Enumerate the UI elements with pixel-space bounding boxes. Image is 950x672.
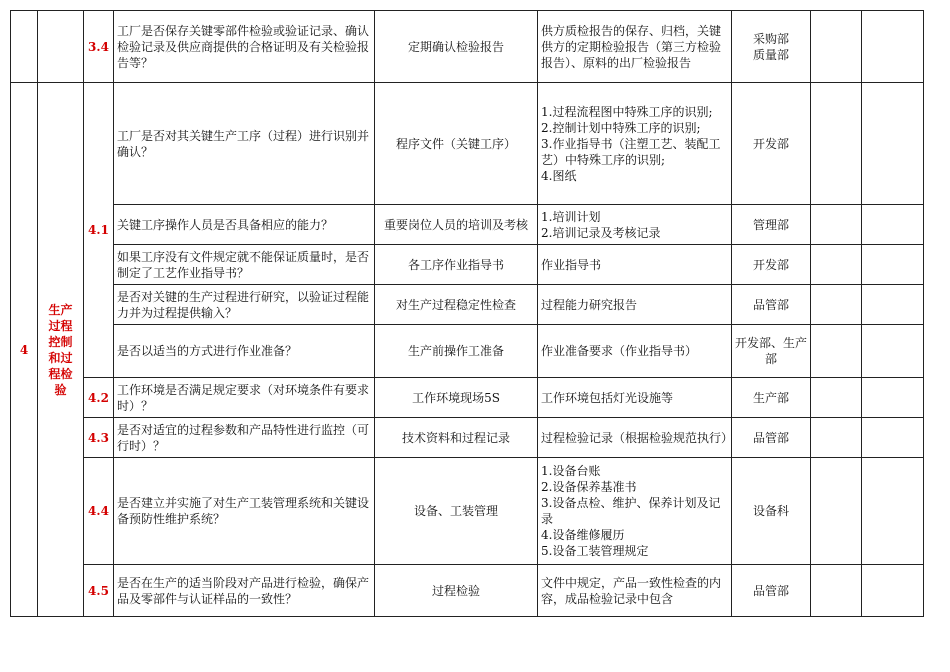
reference-document: 过程检验 [375, 565, 538, 617]
audit-question: 是否在生产的适当阶段对产品进行检验，确保产品及零部件与认证样品的一致性？ [114, 565, 375, 617]
blank-cell [862, 205, 924, 245]
audit-question: 工厂是否保存关键零部件检验或验证记录、确认检验记录及供应商提供的合格证明及有关检验报告等？ [114, 11, 375, 83]
audit-question: 是否建立并实施了对生产工装管理系统和关键设备预防性维护系统？ [114, 458, 375, 565]
evidence-line: 工作环境包括灯光设施等 [541, 390, 674, 405]
responsible-dept: 生产部 [732, 378, 811, 418]
blank-cell [862, 458, 924, 565]
blank-cell [862, 11, 924, 83]
audit-question: 是否以适当的方式进行作业准备？ [114, 325, 375, 378]
blank-cell [811, 83, 862, 205]
evidence-line: 过程检验记录（根据检验规范执行） [541, 430, 734, 445]
reference-document: 重要岗位人员的培训及考核 [375, 205, 538, 245]
evidence-line: 1.过程流程图中特殊工序的识别; [541, 104, 713, 119]
table-row [11, 458, 924, 565]
audit-question: 是否对适宜的过程参数和产品特性进行监控（可行时）？ [114, 418, 375, 458]
blank-cell [862, 285, 924, 325]
evidence-line: 5.设备工装管理规定 [541, 544, 649, 558]
table-row [11, 245, 924, 285]
clause-number: 4.2 [84, 378, 114, 418]
blank-cell [811, 205, 862, 245]
blank-cell [862, 418, 924, 458]
blank-cell [811, 245, 862, 285]
evidence-line: 2.控制计划中特殊工序的识别; [541, 120, 701, 135]
reference-document: 各工序作业指导书 [375, 245, 538, 285]
responsible-dept-text: 开发部、生产部 [735, 336, 808, 366]
blank-cell [811, 285, 862, 325]
responsible-dept: 设备科 [732, 458, 811, 565]
evidence-cell [538, 418, 732, 458]
reference-document: 工作环境现场5S [375, 378, 538, 418]
table-row [11, 83, 924, 205]
evidence-line: 文件中规定，产品一致性检查的内容，成品检验记录中包含 [541, 575, 722, 606]
responsible-dept: 开发部 [732, 245, 811, 285]
reference-document: 技术资料和过程记录 [375, 418, 538, 458]
evidence-line: 1.培训计划 [541, 209, 601, 224]
blank-cell [862, 325, 924, 378]
blank-cell [811, 565, 862, 617]
responsible-dept: 管理部 [732, 205, 811, 245]
evidence-cell [538, 205, 732, 245]
evidence-line: 4.图纸 [541, 168, 577, 183]
evidence-line: 作业准备要求（作业指导书） [541, 344, 698, 358]
audit-question: 是否对关键的生产过程进行研究，以验证过程能力并为过程提供输入？ [114, 285, 375, 325]
blank-cell [811, 378, 862, 418]
blank-cell [862, 378, 924, 418]
table-row [11, 418, 924, 458]
reference-document: 定期确认检验报告 [375, 11, 538, 83]
audit-question: 工厂是否对其关键生产工序（过程）进行识别并确认？ [114, 83, 375, 205]
blank-cell [862, 245, 924, 285]
audit-question: 关键工序操作人员是否具备相应的能力？ [114, 205, 375, 245]
responsible-dept [732, 325, 811, 378]
evidence-line: 过程能力研究报告 [541, 297, 638, 312]
evidence-cell [538, 285, 732, 325]
blank-cell [811, 458, 862, 565]
blank-cell [811, 11, 862, 83]
evidence-line: 3.作业指导书（注塑工艺、装配工艺）中特殊工序的识别; [541, 136, 721, 167]
clause-number: 4.4 [84, 458, 114, 565]
audit-checklist-table [10, 10, 924, 617]
evidence-cell [538, 458, 732, 565]
responsible-dept: 品管部 [732, 285, 811, 325]
section-category [38, 83, 84, 617]
audit-question: 工作环境是否满足规定要求（对环境条件有要求时）？ [114, 378, 375, 418]
clause-number: 4.3 [84, 418, 114, 458]
evidence-line: 2.设备保养基准书 [541, 480, 637, 494]
blank-cell [862, 565, 924, 617]
evidence-line: 1.设备台账 [541, 464, 601, 478]
evidence-line: 供方质检报告的保存、归档，关键供方的定期检验报告（第三方检验报告）、原料的出厂检验报告 [541, 23, 722, 70]
evidence-line: 作业指导书 [541, 257, 602, 272]
clause-number: 4.5 [84, 565, 114, 617]
responsible-dept: 品管部 [732, 565, 811, 617]
reference-document: 生产前操作工准备 [375, 325, 538, 378]
clause-number: 4.1 [84, 83, 114, 378]
table-row [11, 205, 924, 245]
clause-number: 3.4 [84, 11, 114, 83]
blank-cell [811, 325, 862, 378]
table-row [11, 285, 924, 325]
section-number-cell [11, 11, 38, 83]
section-category-cell [38, 11, 84, 83]
evidence-cell [538, 245, 732, 285]
evidence-cell [538, 378, 732, 418]
audit-question: 如果工序没有文件规定就不能保证质量时，是否制定了工艺作业指导书？ [114, 245, 375, 285]
section-category-text: 生产过程控制和过程检验 [48, 302, 73, 397]
blank-cell [862, 83, 924, 205]
evidence-line: 3.设备点检、维护、保养计划及记录 [541, 496, 721, 526]
evidence-cell [538, 565, 732, 617]
table-row [11, 325, 924, 378]
table-row [11, 565, 924, 617]
responsible-dept: 采购部 质量部 [732, 11, 811, 83]
section-number: 4 [11, 83, 38, 617]
table-row [11, 378, 924, 418]
reference-document: 设备、工装管理 [375, 458, 538, 565]
evidence-cell [538, 325, 732, 378]
reference-document: 对生产过程稳定性检查 [375, 285, 538, 325]
responsible-dept: 品管部 [732, 418, 811, 458]
evidence-line: 4.设备维修履历 [541, 528, 625, 542]
evidence-line: 2.培训记录及考核记录 [541, 225, 661, 240]
evidence-cell [538, 11, 732, 83]
evidence-cell [538, 83, 732, 205]
reference-document: 程序文件（关键工序） [375, 83, 538, 205]
table-row [11, 11, 924, 83]
responsible-dept: 开发部 [732, 83, 811, 205]
blank-cell [811, 418, 862, 458]
